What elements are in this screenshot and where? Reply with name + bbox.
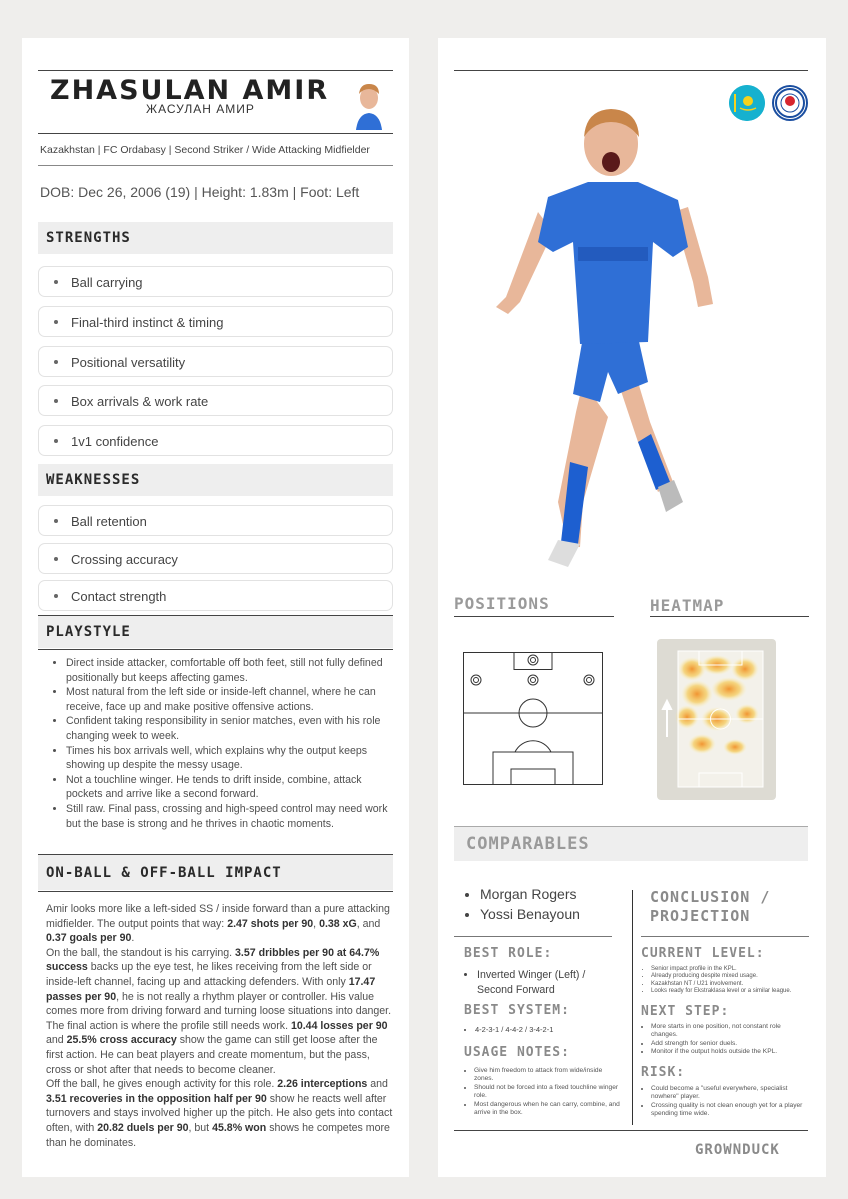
risk-item: • Could become a "useful everywhere, specialist nowhere" player.: [651, 1085, 809, 1102]
current-level-rule: [641, 936, 809, 937]
playstyle-item: • Most natural from the left side or inside-left channel, where he can receive, face up and make positive offensive actions.: [66, 685, 395, 714]
positions-title: POSITIONS: [454, 594, 550, 613]
current-level-item: • Looks ready for Ekstraklasa level or a similar league.: [651, 988, 809, 995]
next-step-item: • More starts in one position, not constant role changes.: [651, 1023, 809, 1040]
risk-item: • Crossing quality is not clean enough yet for a player spending time wide.: [651, 1102, 809, 1119]
next-step-list: [641, 1023, 809, 1057]
kazakhstan-flag-icon: [729, 85, 765, 121]
weakness-item: [38, 543, 393, 574]
usage-notes-title: USAGE NOTES:: [464, 1045, 570, 1060]
next-step-item: • Monitor if the output holds outside the KPL.: [651, 1048, 809, 1056]
weakness-label: Contact strength: [71, 589, 167, 604]
impact-title: ON-BALL & OFF-BALL IMPACT: [46, 865, 282, 881]
usage-notes-list: [464, 1067, 622, 1117]
impact-text: [46, 902, 396, 1150]
best-system-title: BEST SYSTEM:: [464, 1003, 570, 1018]
best-role-list: [464, 968, 614, 997]
best-system-list: [464, 1025, 553, 1034]
comparables-header: [454, 827, 808, 861]
heatmap-title: HEATMAP: [650, 596, 725, 615]
weakness-item: [38, 505, 393, 536]
current-level-item: • Senior impact profile in the KPL.: [651, 966, 809, 973]
weaknesses-header: [38, 464, 393, 496]
positions-pitch: [463, 652, 603, 785]
playstyle-item: • Confident taking responsibility in senior matches, even with his role changing week to week.: [66, 714, 395, 743]
playstyle-item: • Not a touchline winger. He tends to drift inside, combine, attack pockets and arrive like a second forward.: [66, 773, 395, 802]
best-role-title: BEST ROLE:: [464, 946, 553, 961]
current-level-list: [641, 966, 809, 996]
risk-title: RISK:: [641, 1065, 686, 1080]
playstyle-rule-bottom: [38, 649, 393, 650]
strength-item: [38, 385, 393, 416]
strengths-title: STRENGTHS: [46, 230, 131, 246]
left-panel: [22, 38, 409, 1177]
brand-wordmark: GROWNDUCK: [695, 1142, 780, 1158]
impact-paragraph: On the ball, the standout is his carrying. 3.57 dribbles per 90 at 64.7% success backs up the eye test, he likes receiving from the left side or inside-left channel, facing up and attacking defenders. With only 17.47 passes per 90, he is not really a rhythm player or controller. His value comes more from driving forward and turning loose situations into danger.: [46, 946, 392, 1018]
strength-label: Final-third instinct & timing: [71, 315, 224, 330]
impact-header: [38, 855, 393, 890]
weaknesses-title: WEAKNESSES: [46, 472, 141, 488]
player-headshot: [350, 74, 388, 130]
strength-label: Ball carrying: [71, 275, 143, 290]
best-role-value: • Inverted Winger (Left) / Second Forward: [477, 968, 614, 997]
impact-rule-bottom: [38, 891, 393, 892]
footer-rule: [454, 1130, 808, 1131]
player-name-cyrillic: ЖАСУЛАН АМИР: [146, 102, 255, 116]
playstyle-header: [38, 616, 393, 648]
current-level-item: • Already producing despite mixed usage.: [651, 973, 809, 980]
weakness-label: Crossing accuracy: [71, 552, 178, 567]
header-rule-top: [38, 70, 393, 71]
comparables-title: COMPARABLES: [466, 834, 590, 854]
comparable-item: • Morgan Rogers: [480, 884, 580, 904]
player-bio-line: DOB: Dec 26, 2006 (19) | Height: 1.83m | Foot: Left: [40, 184, 360, 200]
player-photo: [488, 82, 728, 582]
heatmap-rule: [650, 616, 809, 617]
usage-note-item: • Give him freedom to attack from wide/inside zones.: [474, 1067, 622, 1084]
weakness-item: [38, 580, 393, 611]
impact-paragraph: Off the ball, he gives enough activity for this role. 2.26 interceptions and 3.51 recoveries in the opposition half per 90 show he reacts well after turnovers and stays involved higher up the pitch. He also gets into contact often, with 20.82 duels per 90, but 45.8% won shows he competes more than he dominates.: [46, 1078, 393, 1149]
usage-note-item: • Should not be forced into a fixed touchline winger role.: [474, 1084, 622, 1101]
strength-item: [38, 346, 393, 377]
column-divider: [632, 890, 633, 1125]
playstyle-list: [50, 656, 395, 831]
strength-item: [38, 306, 393, 337]
header-rule-bottom: [38, 133, 393, 134]
right-panel: [438, 38, 826, 1177]
usage-note-item: • Most dangerous when he can carry, combine, and arrive in the box.: [474, 1101, 622, 1118]
strength-label: Positional versatility: [71, 355, 186, 370]
current-level-title: CURRENT LEVEL:: [641, 946, 765, 961]
impact-paragraph: The final action is where the profile still needs work. 10.44 losses per 90 and 25.5% cross accuracy show the game can still get loose after the first action. He can beat players and create momentum, but the pass, cross or shot after that needs to become cleaner.: [46, 1019, 388, 1076]
player-info-line: Kazakhstan | FC Ordabasy | Second Striker / Wide Attacking Midfielder: [40, 144, 370, 156]
player-name: ZHASULAN AMIR: [50, 75, 330, 106]
strength-label: Box arrivals & work rate: [71, 394, 209, 409]
conclusion-title: CONCLUSION / PROJECTION: [650, 888, 771, 925]
risk-list: [641, 1085, 809, 1119]
strength-label: 1v1 confidence: [71, 434, 159, 449]
comparables-list: [464, 884, 580, 924]
strengths-header: [38, 222, 393, 254]
next-step-title: NEXT STEP:: [641, 1004, 730, 1019]
impact-paragraph: Amir looks more like a left-sided SS / inside forward than a pure attacking midfielder. The output points that way: 2.47 shots per 90, 0.38 xG, and 0.37 goals per 90.: [46, 903, 390, 945]
info-rule: [38, 165, 393, 166]
comparable-item: • Yossi Benayoun: [480, 904, 580, 924]
club-crest-icon: [772, 85, 808, 121]
weakness-label: Ball retention: [71, 514, 147, 529]
best-system-value: • 4-2-3-1 / 4-4-2 / 3-4-2-1: [475, 1025, 553, 1034]
right-top-rule: [454, 70, 808, 71]
playstyle-title: PLAYSTYLE: [46, 624, 131, 640]
best-role-rule: [454, 936, 612, 937]
next-step-item: • Add strength for senior duels.: [651, 1040, 809, 1048]
strength-item: [38, 266, 393, 297]
heatmap-chart: [657, 639, 776, 800]
playstyle-item: • Still raw. Final pass, crossing and high-speed control may need work but the base is strong and he thrives in chaotic moments.: [66, 802, 395, 831]
playstyle-item: • Direct inside attacker, comfortable off both feet, still not fully defined positionally but keeps affecting games.: [66, 656, 395, 685]
current-level-item: • Kazakhstan NT / U21 involvement.: [651, 981, 809, 988]
playstyle-item: • Times his box arrivals well, which explains why the output keeps showing up despite the messy usage.: [66, 744, 395, 773]
strength-item: [38, 425, 393, 456]
positions-rule: [454, 616, 614, 617]
